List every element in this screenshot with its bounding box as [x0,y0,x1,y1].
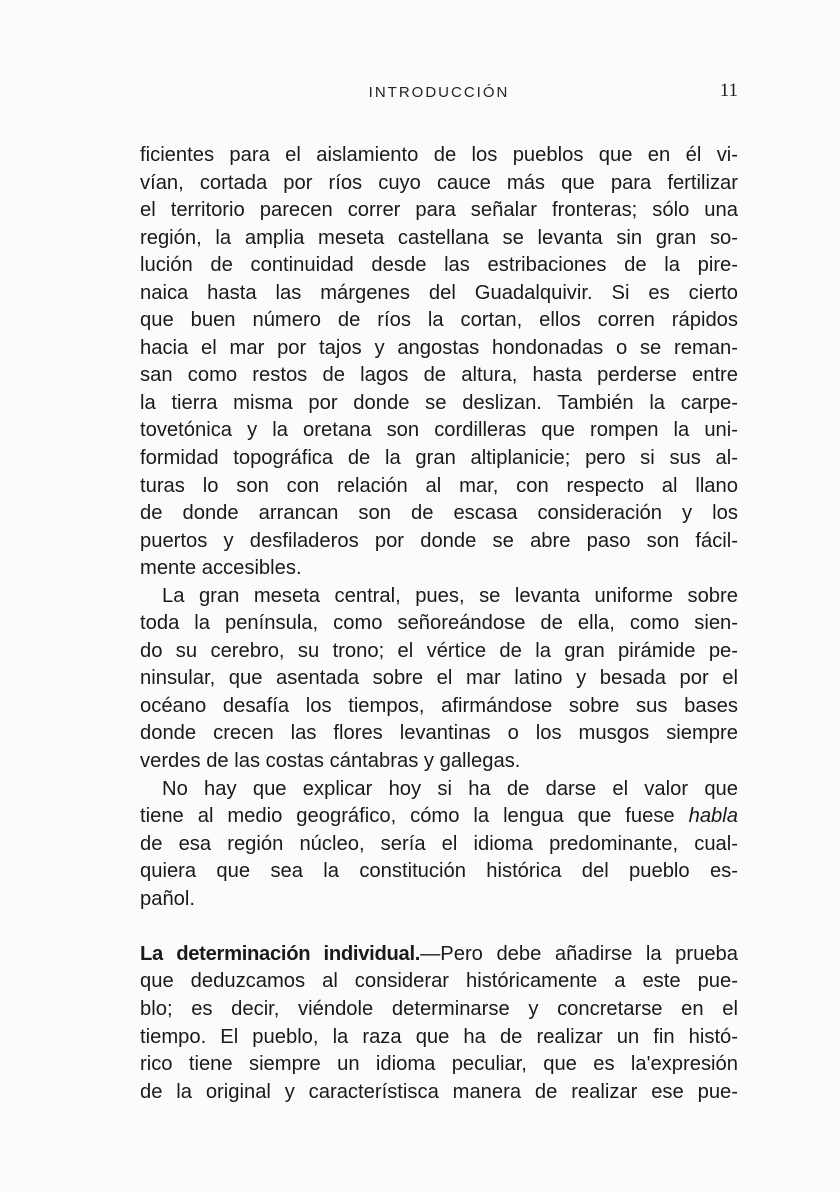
text-line: el territorio parecen correr para señalar fronteras; sólo una [140,199,738,222]
text-line: hacia el mar por tajos y angostas hondonadas o se reman- [140,336,738,359]
text-line: rico tiene siempre un idioma peculiar, que es la'expresión [140,1053,738,1076]
text-line: océano desafía los tiempos, afirmándose sobre sus bases [140,694,738,717]
text-line: formidad topográfica de la gran altiplanicie; pero si sus al- [140,447,738,470]
text-line: donde crecen las flores levantinas o los musgos siempre [140,722,738,745]
text-line: san como restos de lagos de altura, hasta perderse entre [140,364,738,387]
text-line: ninsular, que asentada sobre el mar latino y besada por el [140,667,738,690]
text-line: de esa región núcleo, sería el idioma predominante, cual- [140,832,738,855]
text-line [140,803,738,831]
section-gap [140,913,738,941]
text-line: toda la península, como señoreándose de ella, como sien- [140,612,738,635]
text-line: turas lo son con relación al mar, con respecto al llano [140,474,738,497]
text-line: do su cerebro, su trono; el vértice de la gran pirámide pe- [140,639,738,662]
text-line: lución de continuidad desde las estribaciones de la pire- [140,254,738,277]
text-line: tiempo. El pueblo, la raza que ha de realizar un fin histó- [140,1025,738,1048]
italic-word: habla [688,805,738,828]
running-title: INTRODUCCIÓN [368,84,510,101]
text-line: pañol. [140,887,196,910]
text-line: naica hasta las márgenes del Guadalquivir. Si es cierto [140,281,738,304]
text-line: tovetónica y la oretana son cordilleras que rompen la uni- [140,419,738,442]
text-line: blo; es decir, viéndole determinarse y concretarse en el [140,997,738,1020]
running-head [140,80,738,108]
paragraph [140,776,738,914]
text-run: —Pero debe añadirse la prueba [420,942,738,965]
text-run: tiene al medio geográfico, cómo la lengua que fuese [140,805,689,828]
page-number: 11 [719,80,738,101]
paragraph [140,583,738,776]
body-text [140,142,738,1106]
text-line: ficientes para el aislamiento de los pueblos que en él vi- [140,144,738,166]
text-line: puertos y desfiladeros por donde se abre paso son fácil- [140,529,738,552]
text-line: verdes de las costas cántabras y gallegas. [140,750,521,773]
section-paragraph [140,941,738,1106]
text-line: de la original y característisca manera de realizar ese pue- [140,1080,738,1103]
text-line: mente accesibles. [140,557,302,580]
text-line: No hay que explicar hoy si ha de darse el valor que [162,777,738,800]
text-line: La gran meseta central, pues, se levanta uniforme sobre [162,584,738,607]
text-line: región, la amplia meseta castellana se levanta sin gran so- [140,226,738,249]
paragraph-continuation [140,142,738,583]
text-line [140,941,738,969]
text-line: que deduzcamos al considerar históricamente a este pue- [140,970,738,993]
text-line: vían, cortada por ríos cuyo cauce más que para fertilizar [140,171,738,194]
text-line: la tierra misma por donde se deslizan. También la carpe- [140,391,738,414]
text-line: que buen número de ríos la cortan, ellos corren rápidos [140,309,738,332]
text-line: quiera que sea la constitución histórica del pueblo es- [140,860,738,883]
section-heading: La determinación individual. [140,942,421,965]
text-line: de donde arrancan son de escasa consideración y los [140,502,738,525]
